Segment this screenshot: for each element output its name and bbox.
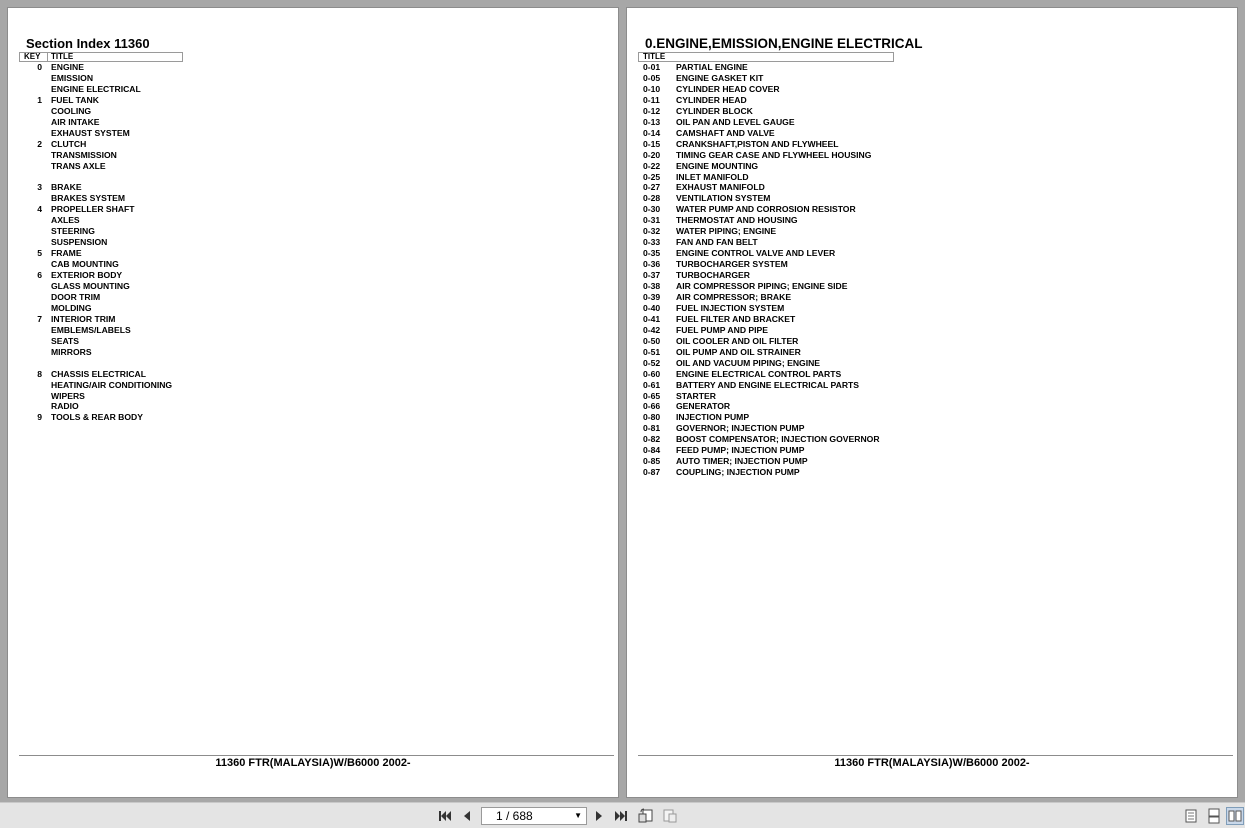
page-footer: 11360 FTR(MALAYSIA)W/B6000 2002- <box>834 757 1030 769</box>
section-key: 7 <box>37 313 42 324</box>
section-title[interactable]: EXHAUST SYSTEM <box>51 127 130 138</box>
section-key: 8 <box>37 368 42 379</box>
group-title[interactable]: FUEL FILTER AND BRACKET <box>676 313 796 324</box>
continuous-view-icon[interactable] <box>1205 807 1223 825</box>
section-title[interactable]: COOLING <box>51 105 92 116</box>
group-title[interactable]: OIL PUMP AND OIL STRAINER <box>676 346 801 357</box>
group-code: 0-35 <box>643 248 661 259</box>
group-code: 0-37 <box>643 270 661 281</box>
page-indicator: 1 / 688 <box>496 809 533 823</box>
document-page-left <box>7 7 619 798</box>
section-title[interactable]: MOLDING <box>51 302 92 313</box>
group-title[interactable]: OIL COOLER AND OIL FILTER <box>676 335 799 346</box>
header-key: KEY <box>24 52 41 61</box>
group-title[interactable]: OIL PAN AND LEVEL GAUGE <box>676 116 795 127</box>
section-title[interactable]: MIRRORS <box>51 346 92 357</box>
group-title[interactable]: CRANKSHAFT,PISTON AND FLYWHEEL <box>676 138 839 149</box>
group-title[interactable]: FAN AND FAN BELT <box>676 237 758 248</box>
group-code: 0-80 <box>643 412 661 423</box>
group-title[interactable]: CYLINDER HEAD <box>676 94 747 105</box>
group-code: 0-13 <box>643 116 661 127</box>
section-key: 5 <box>37 248 42 259</box>
section-title[interactable]: TOOLS & REAR BODY <box>51 412 143 423</box>
group-title[interactable]: OIL AND VACUUM PIPING; ENGINE <box>676 357 821 368</box>
section-key: 3 <box>37 182 42 193</box>
section-key: 6 <box>37 270 42 281</box>
two-page-view-icon[interactable] <box>1226 807 1244 825</box>
group-code: 0-39 <box>643 291 661 302</box>
group-code: 0-82 <box>643 434 661 445</box>
section-title[interactable]: ENGINE ELECTRICAL <box>51 83 141 94</box>
group-title[interactable]: STARTER <box>676 390 716 401</box>
group-title[interactable]: COUPLING; INJECTION PUMP <box>676 467 800 478</box>
group-code: 0-65 <box>643 390 661 401</box>
group-code: 0-11 <box>643 94 660 105</box>
section-key: 4 <box>37 204 42 215</box>
table-header <box>19 52 183 62</box>
group-title[interactable]: FUEL INJECTION SYSTEM <box>676 302 785 313</box>
section-title[interactable]: CLUTCH <box>51 138 87 149</box>
group-title[interactable]: GOVERNOR; INJECTION PUMP <box>676 423 805 434</box>
prev-page-icon[interactable] <box>458 807 476 825</box>
section-title[interactable]: SEATS <box>51 335 80 346</box>
group-title[interactable]: TIMING GEAR CASE AND FLYWHEEL HOUSING <box>676 149 872 160</box>
rotate-page-alt-icon[interactable] <box>661 807 679 825</box>
section-title[interactable]: WIPERS <box>51 390 85 401</box>
rotate-page-icon[interactable] <box>637 807 655 825</box>
group-title[interactable]: CYLINDER BLOCK <box>676 105 753 116</box>
section-title[interactable]: PROPELLER SHAFT <box>51 204 135 215</box>
group-code: 0-25 <box>643 171 661 182</box>
group-code: 0-51 <box>643 346 661 357</box>
group-code: 0-01 <box>643 62 661 72</box>
group-code: 0-38 <box>643 281 661 291</box>
group-code: 0-84 <box>643 445 661 456</box>
section-title[interactable]: AXLES <box>51 215 80 226</box>
group-code: 0-33 <box>643 237 661 248</box>
group-code: 0-81 <box>643 423 661 434</box>
group-code: 0-41 <box>643 313 661 324</box>
group-code: 0-32 <box>643 226 661 237</box>
group-code: 0-36 <box>643 259 661 270</box>
group-title[interactable]: TURBOCHARGER <box>676 270 750 281</box>
section-key: 0 <box>37 62 42 72</box>
group-title[interactable]: INLET MANIFOLD <box>676 171 749 182</box>
group-code: 0-60 <box>643 368 661 379</box>
group-title[interactable]: VENTILATION SYSTEM <box>676 193 771 204</box>
section-title[interactable]: EXTERIOR BODY <box>51 270 123 281</box>
header-title: TITLE <box>643 52 666 61</box>
section-title[interactable]: TRANSMISSION <box>51 149 117 160</box>
group-code: 0-30 <box>643 204 661 215</box>
group-code: 0-22 <box>643 160 661 171</box>
group-code: 0-52 <box>643 357 661 368</box>
section-title[interactable]: EMISSION <box>51 72 94 83</box>
group-title[interactable]: INJECTION PUMP <box>676 412 750 423</box>
group-title[interactable]: BATTERY AND ENGINE ELECTRICAL PARTS <box>676 379 860 390</box>
section-title[interactable]: AIR INTAKE <box>51 116 100 127</box>
footer-divider <box>19 755 614 756</box>
page-footer: 11360 FTR(MALAYSIA)W/B6000 2002- <box>215 757 411 769</box>
section-title[interactable]: TRANS AXLE <box>51 160 106 171</box>
group-code: 0-10 <box>643 83 661 94</box>
group-title[interactable]: AUTO TIMER; INJECTION PUMP <box>676 456 808 467</box>
footer-divider <box>638 755 1233 756</box>
first-page-icon[interactable] <box>436 807 454 825</box>
group-title[interactable]: PARTIAL ENGINE <box>676 62 748 72</box>
section-title[interactable]: FUEL TANK <box>51 94 99 105</box>
section-title <box>645 36 923 51</box>
group-code: 0-12 <box>643 105 661 116</box>
section-key: 2 <box>37 138 42 149</box>
group-title[interactable]: AIR COMPRESSOR PIPING; ENGINE SIDE <box>676 281 848 291</box>
section-title[interactable]: BRAKE <box>51 182 82 193</box>
group-code: 0-66 <box>643 401 661 412</box>
section-title[interactable]: CHASSIS ELECTRICAL <box>51 368 147 379</box>
group-code: 0-15 <box>643 138 661 149</box>
viewer-toolbar <box>0 802 1245 828</box>
group-title[interactable]: TURBOCHARGER SYSTEM <box>676 259 788 270</box>
section-title[interactable]: HEATING/AIR CONDITIONING <box>51 379 173 390</box>
group-title[interactable]: ENGINE ELECTRICAL CONTROL PARTS <box>676 368 842 379</box>
group-code: 0-31 <box>643 215 661 226</box>
group-code: 0-14 <box>643 127 661 138</box>
group-title[interactable]: CYLINDER HEAD COVER <box>676 83 780 94</box>
group-code: 0-28 <box>643 193 661 204</box>
group-code: 0-42 <box>643 324 661 335</box>
header-title: TITLE <box>51 52 74 61</box>
group-title[interactable]: ENGINE CONTROL VALVE AND LEVER <box>676 248 836 259</box>
group-title[interactable]: FEED PUMP; INJECTION PUMP <box>676 445 805 456</box>
group-code: 0-20 <box>643 149 661 160</box>
section-key: 9 <box>37 412 42 423</box>
chevron-down-icon[interactable]: ▼ <box>574 811 582 820</box>
section-title[interactable]: RADIO <box>51 401 79 412</box>
section-title-text: 0.ENGINE,EMISSION,ENGINE ELECTRICAL <box>645 36 923 51</box>
group-title[interactable]: THERMOSTAT AND HOUSING <box>676 215 798 226</box>
section-title[interactable]: CAB MOUNTING <box>51 259 119 270</box>
group-title[interactable]: ENGINE MOUNTING <box>676 160 759 171</box>
section-title[interactable]: EMBLEMS/LABELS <box>51 324 131 335</box>
section-title[interactable]: ENGINE <box>51 62 84 72</box>
document-page-right <box>626 7 1238 798</box>
section-title[interactable]: BRAKES SYSTEM <box>51 193 126 204</box>
section-title[interactable]: FRAME <box>51 248 82 259</box>
section-title[interactable]: SUSPENSION <box>51 237 108 248</box>
group-title[interactable]: ENGINE GASKET KIT <box>676 72 764 83</box>
group-code: 0-61 <box>643 379 661 390</box>
group-code: 0-27 <box>643 182 661 193</box>
section-key: 1 <box>37 94 42 105</box>
group-title[interactable]: EXHAUST MANIFOLD <box>676 182 765 193</box>
group-code: 0-50 <box>643 335 661 346</box>
group-title[interactable]: FUEL PUMP AND PIPE <box>676 324 769 335</box>
group-title[interactable]: GENERATOR <box>676 401 731 412</box>
single-page-view-icon[interactable] <box>1182 807 1200 825</box>
section-index-title: Section Index 11360 <box>26 36 150 51</box>
section-title[interactable]: DOOR TRIM <box>51 291 101 302</box>
section-title[interactable]: INTERIOR TRIM <box>51 313 116 324</box>
group-code: 0-87 <box>643 467 661 478</box>
group-code: 0-40 <box>643 302 661 313</box>
section-title[interactable]: STEERING <box>51 226 95 237</box>
page-number-input[interactable] <box>481 807 587 825</box>
group-code: 0-05 <box>643 72 661 83</box>
table-header <box>638 52 894 62</box>
last-page-icon[interactable] <box>612 807 630 825</box>
group-title[interactable]: WATER PUMP AND CORROSION RESISTOR <box>676 204 856 215</box>
group-title[interactable]: BOOST COMPENSATOR; INJECTION GOVERNOR <box>676 434 880 445</box>
group-title[interactable]: CAMSHAFT AND VALVE <box>676 127 775 138</box>
group-code: 0-85 <box>643 456 661 467</box>
group-title[interactable]: AIR COMPRESSOR; BRAKE <box>676 291 792 302</box>
group-title[interactable]: WATER PIPING; ENGINE <box>676 226 777 237</box>
next-page-icon[interactable] <box>590 807 608 825</box>
section-title[interactable]: GLASS MOUNTING <box>51 281 130 291</box>
